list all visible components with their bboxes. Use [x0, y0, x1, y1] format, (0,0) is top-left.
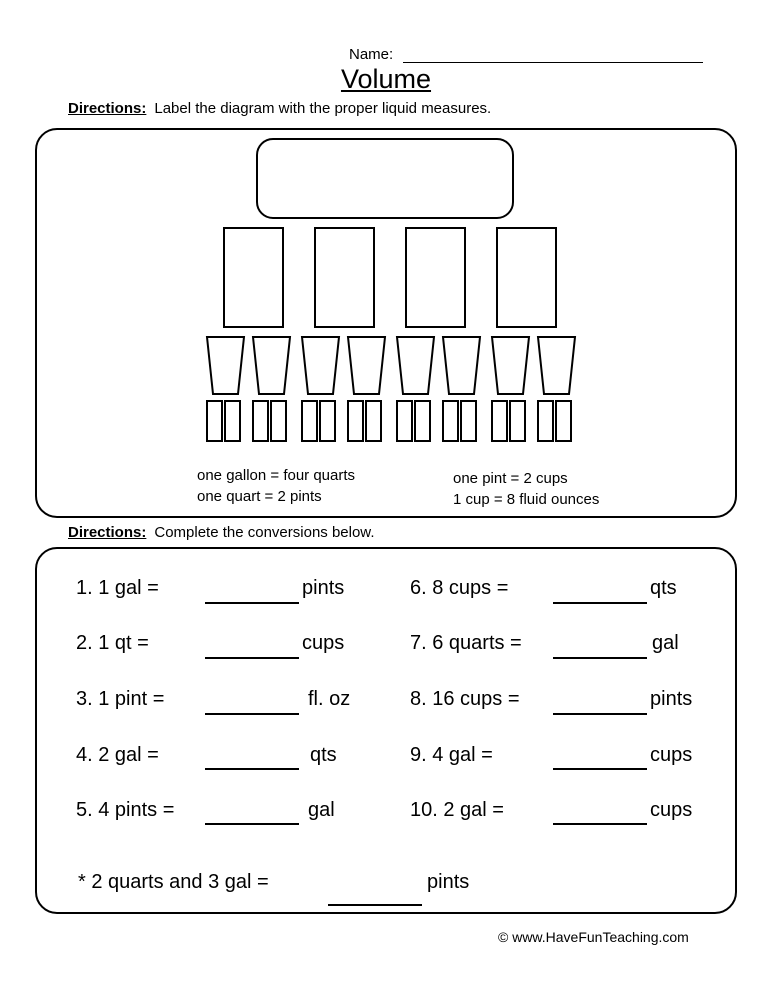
- pint-cup-7: [492, 337, 529, 394]
- directions-2-text: Complete the conversions below.: [154, 524, 375, 541]
- unit-1: pints: [302, 577, 345, 599]
- fact-gallon: one gallon = four quarts: [197, 467, 356, 484]
- answer-blank-5[interactable]: [205, 823, 299, 825]
- bonus-question: * 2 quarts and 3 gal =: [78, 871, 269, 893]
- directions-1-label: Directions:: [68, 100, 147, 117]
- question-3: 3. 1 pint =: [76, 688, 165, 710]
- pint-cup-8: [538, 337, 575, 394]
- copyright-footer: © www.HaveFunTeaching.com: [498, 929, 689, 945]
- question-1: 1. 1 gal =: [76, 577, 159, 599]
- pint-cup-3: [302, 337, 339, 394]
- answer-blank-1[interactable]: [205, 602, 299, 604]
- cup-box-3: [253, 401, 268, 441]
- question-5: 5. 4 pints =: [76, 799, 175, 821]
- bonus-unit: pints: [427, 871, 470, 893]
- cup-box-7: [348, 401, 363, 441]
- fact-quart: one quart = 2 pints: [197, 488, 322, 505]
- answer-blank-10[interactable]: [553, 823, 647, 825]
- pint-cup-4: [348, 337, 385, 394]
- cup-box-14: [510, 401, 525, 441]
- cup-box-10: [415, 401, 430, 441]
- answer-blank-6[interactable]: [553, 602, 647, 604]
- unit-2: cups: [302, 632, 345, 654]
- cup-box-15: [538, 401, 553, 441]
- cup-box-4: [271, 401, 286, 441]
- cup-box-16: [556, 401, 571, 441]
- quart-box-2: [315, 228, 374, 327]
- answer-blank-4[interactable]: [205, 768, 299, 770]
- cup-box-13: [492, 401, 507, 441]
- unit-9: cups: [650, 744, 693, 766]
- gallon-label-box: [257, 139, 513, 218]
- unit-3: fl. oz: [308, 688, 351, 710]
- cup-box-12: [461, 401, 476, 441]
- unit-5: gal: [308, 799, 335, 821]
- question-4: 4. 2 gal =: [76, 744, 159, 766]
- page-title: Volume: [340, 64, 432, 94]
- cup-box-6: [320, 401, 335, 441]
- answer-blank-8[interactable]: [553, 713, 647, 715]
- pint-cup-1: [207, 337, 244, 394]
- quart-box-3: [406, 228, 465, 327]
- pint-cup-6: [443, 337, 480, 394]
- directions-2: [68, 524, 374, 541]
- question-10: 10. 2 gal =: [410, 799, 504, 821]
- question-6: 6. 8 cups =: [410, 577, 509, 599]
- name-label: Name:: [349, 46, 394, 63]
- question-7: 7. 6 quarts =: [410, 632, 522, 654]
- quart-box-1: [224, 228, 283, 327]
- question-8: 8. 16 cups =: [410, 688, 520, 710]
- answer-blank-9[interactable]: [553, 768, 647, 770]
- pint-cup-2: [253, 337, 290, 394]
- answer-blank-7[interactable]: [553, 657, 647, 659]
- cup-box-5: [302, 401, 317, 441]
- unit-4: qts: [310, 744, 337, 766]
- bonus-answer-blank[interactable]: [328, 904, 422, 906]
- pint-cup-5: [397, 337, 434, 394]
- unit-6: qts: [650, 577, 677, 599]
- question-2: 2. 1 qt =: [76, 632, 149, 654]
- unit-10: cups: [650, 799, 693, 821]
- directions-1-text: Label the diagram with the proper liquid measures.: [154, 100, 492, 117]
- unit-8: pints: [650, 688, 693, 710]
- answer-blank-2[interactable]: [205, 657, 299, 659]
- unit-7: gal: [652, 632, 679, 654]
- cup-box-2: [225, 401, 240, 441]
- cup-box-8: [366, 401, 381, 441]
- cup-box-9: [397, 401, 412, 441]
- question-9: 9. 4 gal =: [410, 744, 493, 766]
- quart-box-4: [497, 228, 556, 327]
- cup-box-11: [443, 401, 458, 441]
- directions-2-label: Directions:: [68, 524, 147, 541]
- fact-pint: one pint = 2 cups: [453, 470, 568, 487]
- cup-box-1: [207, 401, 222, 441]
- answer-blank-3[interactable]: [205, 713, 299, 715]
- fact-cup: 1 cup = 8 fluid ounces: [453, 491, 600, 508]
